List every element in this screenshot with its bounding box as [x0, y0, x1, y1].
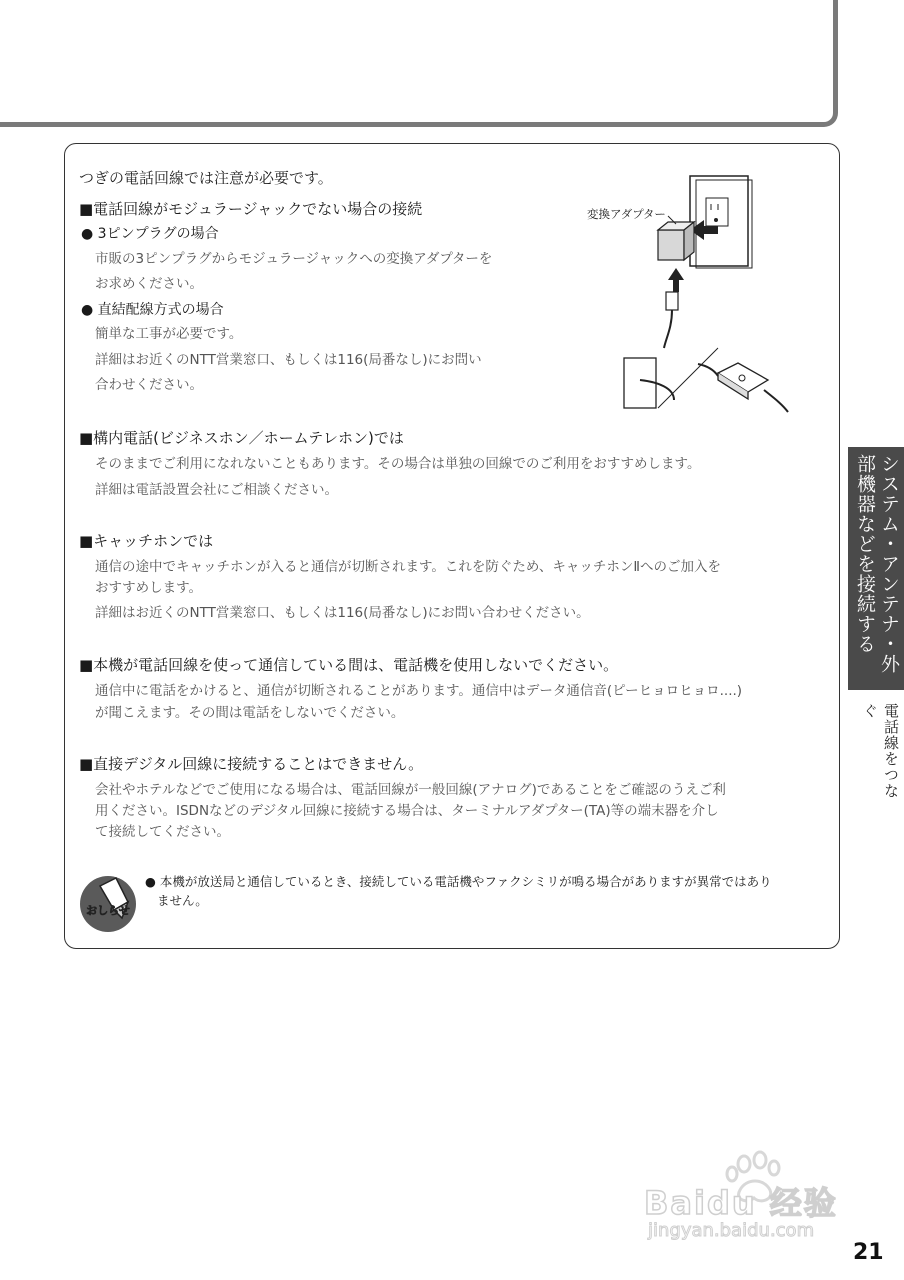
bullet-direct-wiring: ● 直結配線方式の場合 — [81, 302, 224, 318]
body-line: お求めください。 — [95, 276, 203, 292]
page-number: 21 — [853, 1240, 884, 1265]
note-pencil-icon — [78, 872, 138, 934]
note-line: ません。 — [157, 893, 208, 908]
bullet-3pin: ● 3ピンプラグの場合 — [81, 226, 219, 242]
section-heading-modular: ■電話回線がモジュラージャックでない場合の接続 — [79, 200, 423, 218]
body-line: 詳細はお近くのNTT営業窓口、もしくは116(局番なし)にお問い合わせください。 — [95, 605, 590, 621]
watermark-brand: Baidu 经验 — [644, 1184, 838, 1222]
body-line: 通信中に電話をかけると、通信が切断されることがあります。通信中はデータ通信音(ピーヒョロヒョロ....) — [95, 683, 743, 699]
section-heading-no-digital: ■直接デジタル回線に接続することはできません。 — [79, 755, 424, 773]
body-line: そのままでご利用になれないこともあります。その場合は単独の回線でのご利用をおすすめします。 — [95, 456, 701, 472]
body-line: 詳細はお近くのNTT営業窓口、もしくは116(局番なし)にお問い — [95, 352, 482, 368]
body-line: 通信の途中でキャッチホンが入ると通信が切断されます。これを防ぐため、キャッチホンⅡへのご加入を — [95, 559, 722, 575]
body-line: 用ください。ISDNなどのデジタル回線に接続する場合は、ターミナルアダプター(TA)等の端末器を介し — [95, 803, 719, 819]
note-line: ● 本機が放送局と通信しているとき、接続している電話機やファクシミリが鳴る場合がありますが異常ではあり — [145, 874, 772, 889]
body-line: おすすめします。 — [95, 580, 203, 596]
body-line: 会社やホテルなどでご使用になる場合は、電話回線が一般回線(アナログ)であることをご確認のうえご利 — [95, 782, 726, 798]
body-line: 簡単な工事が必要です。 — [95, 326, 243, 342]
body-line: 詳細は電話設置会社にご相談ください。 — [95, 482, 338, 498]
section-heading-business-phone: ■構内電話(ビジネスホン／ホームテレホン)では — [79, 429, 404, 447]
note-icon-label: おしらせ — [86, 904, 130, 917]
section-heading-no-phone-use: ■本機が電話回線を使って通信している間は、電話機を使用しないでください。 — [79, 656, 619, 674]
body-line: 合わせください。 — [95, 377, 203, 393]
baidu-watermark — [640, 1150, 850, 1250]
side-subtitle: 電話線をつなぐ — [861, 703, 900, 799]
section-heading-catch-phone: ■キャッチホンでは — [79, 532, 214, 550]
intro-text: つぎの電話回線では注意が必要です。 — [79, 169, 333, 187]
body-line: て接続してください。 — [95, 824, 230, 840]
figure-label-adapter: 変換アダプター — [587, 207, 666, 221]
previous-section-panel — [0, 0, 838, 127]
side-tab-label: システム・アンテナ・外部機器などを接続する — [854, 454, 900, 674]
body-line: 市販の3ピンプラグからモジュラージャックへの変換アダプターを — [95, 251, 493, 267]
body-line: が聞こえます。その間は電話をしないでください。 — [95, 705, 405, 721]
watermark-url: jingyan.baidu.com — [648, 1220, 815, 1241]
